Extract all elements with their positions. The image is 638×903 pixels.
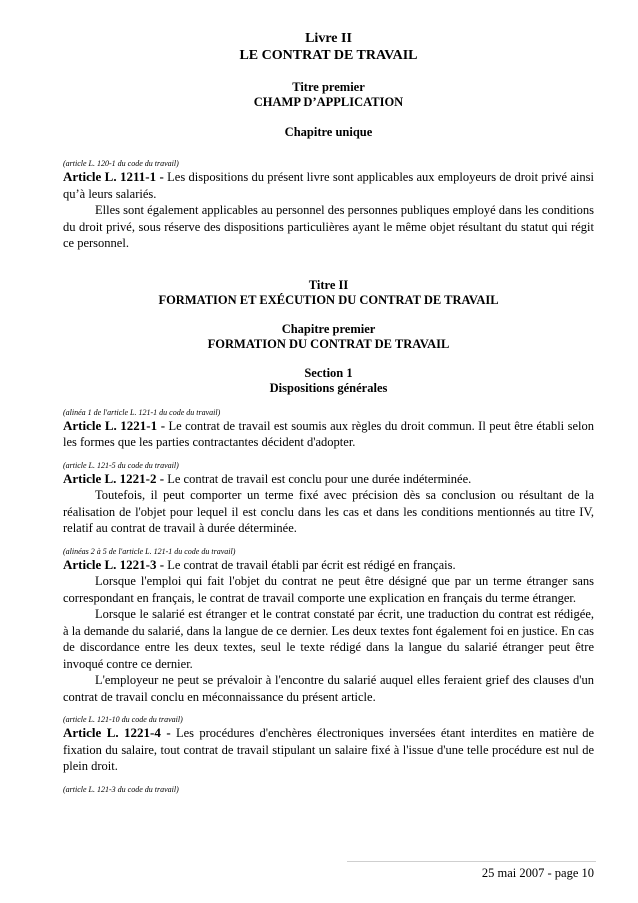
- titre2-heading: [63, 278, 594, 308]
- titre1-label: Titre premier: [292, 80, 365, 94]
- article-number: Article L. 1221-1 -: [63, 417, 166, 433]
- article-1211-1: [63, 159, 594, 252]
- article-1221-2: [63, 461, 594, 537]
- article-number: Article L. 1221-3 -: [63, 556, 165, 572]
- article-text: Le contrat de travail établi par écrit est rédigé en français.: [164, 557, 456, 572]
- livre-label: Livre II: [305, 31, 352, 46]
- titre2-label: Titre II: [308, 277, 349, 292]
- chapitre-premier-label: Chapitre premier: [281, 321, 376, 336]
- article-1221-3: [63, 547, 594, 706]
- livre-heading: [63, 30, 594, 64]
- page-footer: 25 mai 2007 - page 10: [481, 866, 594, 880]
- chapitre-unique-label: Chapitre unique: [284, 125, 373, 139]
- article-text: Le contrat de travail est soumis aux règles du droit commun. Il peut être établi selon les formes que les parties contractantes décident d'adopter.: [63, 418, 594, 449]
- chapitre-premier-title: FORMATION DU CONTRAT DE TRAVAIL: [207, 336, 450, 351]
- source-note: (alinéa 1 de l'article L. 121-1 du code du travail): [63, 407, 221, 417]
- article-number: Article L. 1221-4 -: [63, 725, 171, 740]
- article-number: Article L. 1211-1 -: [63, 169, 164, 184]
- source-note: (article L. 121-10 du code du travail): [63, 715, 183, 724]
- next-article-source: [63, 785, 594, 795]
- titre2-title: FORMATION ET EXÉCUTION DU CONTRAT DE TRAVAIL: [158, 292, 499, 307]
- article-number: Article L. 1221-2 -: [63, 470, 165, 486]
- article-paragraph: Lorsque l'emploi qui fait l'objet du contrat ne peut être désigné que par un terme étranger sans correspondant en français, le contrat de travail comporte une explication en français du terme étranger.: [63, 574, 594, 605]
- source-note: (article L. 120-1 du code du travail): [63, 159, 179, 168]
- section-title: Dispositions générales: [269, 380, 388, 395]
- source-note: (article L. 121-5 du code du travail): [63, 460, 179, 470]
- source-note: (alinéas 2 à 5 de l'article L. 121-1 du code du travail): [63, 546, 236, 556]
- article-text: Le contrat de travail est conclu pour une durée indéterminée.: [164, 471, 472, 486]
- titre1-heading: [63, 80, 594, 110]
- article-text: Les procédures d'enchères électroniques inversées étant interdites en matière de fixation du salaire, tout contrat de travail stipulant un salaire fixé à l'issue d'une telle procédure est nul de plein droit.: [63, 726, 594, 773]
- article-1221-1: [63, 408, 594, 451]
- document-page: [63, 30, 594, 795]
- article-1221-4: [63, 715, 594, 775]
- source-note: (article L. 121-3 du code du travail): [63, 784, 179, 794]
- titre1-title: CHAMP D’APPLICATION: [253, 95, 404, 109]
- chapitre-unique-heading: [63, 125, 594, 140]
- section-label: Section 1: [304, 365, 353, 380]
- article-paragraph: Elles sont également applicables au personnel des personnes publiques employé dans les conditions du droit privé, sous réserve des dispositions particulières ayant le même objet résultant du statut qui régit ce personnel.: [63, 203, 594, 250]
- section-heading: [63, 366, 594, 396]
- article-paragraph: Toutefois, il peut comporter un terme fixé avec précision dès sa conclusion ou résultant de la réalisation de l'objet pour lequel il est conclu dans les cas et dans les conditions mentionnés au titre IV, relatif au contrat de travail à durée déterminée.: [63, 488, 594, 535]
- livre-title: LE CONTRAT DE TRAVAIL: [239, 48, 418, 63]
- chapitre-premier-heading: [63, 322, 594, 352]
- article-paragraph: L'employeur ne peut se prévaloir à l'encontre du salarié auquel elles feraient grief des clauses d'un contrat de travail conclu en méconnaissance du présent article.: [63, 673, 594, 704]
- article-paragraph: Lorsque le salarié est étranger et le contrat constaté par écrit, une traduction du contrat est rédigée, à la demande du salarié, dans la langue de ce dernier. Les deux textes font également foi en justice. En cas de discordance entre les deux textes, seul le texte rédigé dans la langue du salarié étranger peut être invoqué contre ce dernier.: [63, 607, 594, 671]
- article-text: Les dispositions du présent livre sont applicables aux employeurs de droit privé ainsi qu’à leurs salariés.: [63, 170, 594, 201]
- footer-divider: [347, 861, 596, 862]
